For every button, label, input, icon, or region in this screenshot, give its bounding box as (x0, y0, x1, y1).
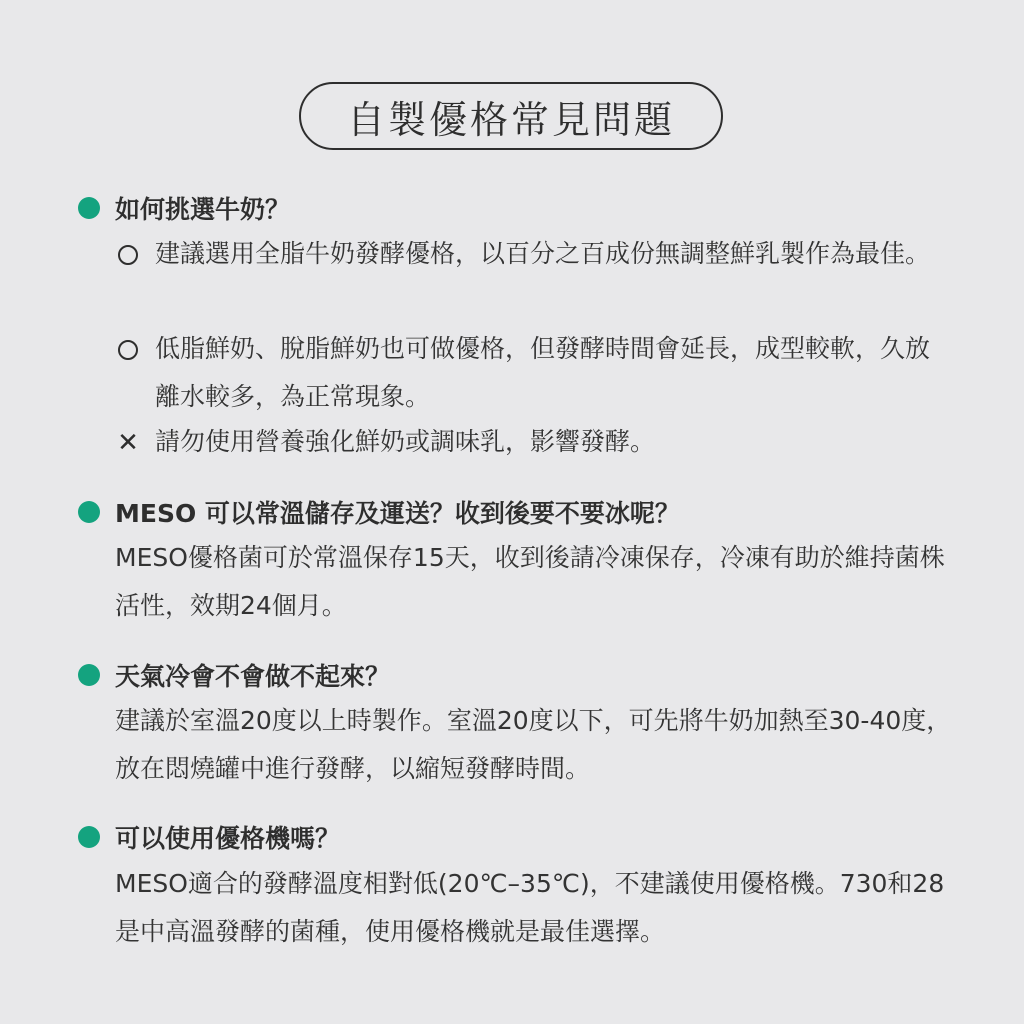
question-text: 天氣冷會不會做不起來？ (115, 662, 391, 691)
faq-question-storage (78, 497, 680, 527)
answer-text: 建議於室溫20度以上時製作。室溫20度以下，可先將牛奶加熱至30-40度，放在悶燒罐中進行發酵，以縮短發酵時間。 (115, 706, 952, 783)
circle-icon (115, 337, 141, 363)
green-dot-icon (78, 197, 100, 219)
page-title: 自製優格常見問題 (299, 82, 723, 150)
green-dot-icon (78, 664, 100, 686)
bullet-text: 低脂鮮奶、脫脂鮮奶也可做優格，但發酵時間會延長，成型較軟，久放離水較多，為正常現象。 (155, 334, 931, 411)
answer-text: MESO優格菌可於常溫保存15天，收到後請冷凍保存，冷凍有助於維持菌株活性，效期24個月。 (115, 543, 945, 620)
list-item (115, 418, 945, 466)
green-dot-icon (78, 826, 100, 848)
list-item (115, 230, 945, 278)
cross-icon: ✕ (117, 428, 139, 458)
question-text: 可以使用優格機嗎？ (115, 824, 341, 853)
list-item (115, 325, 945, 421)
circle-icon (115, 242, 141, 268)
faq-question-yogurt-machine (78, 822, 340, 852)
bullet-text: 建議選用全脂牛奶發酵優格，以百分之百成份無調整鮮乳製作為最佳。 (155, 239, 931, 268)
answer-text: MESO適合的發酵溫度相對低(20℃–35℃)，不建議使用優格機。730和28是中高溫發酵的菌種，使用優格機就是最佳選擇。 (115, 869, 945, 946)
bullet-text: 請勿使用營養強化鮮奶或調味乳，影響發酵。 (155, 427, 656, 456)
faq-question-cold-weather (78, 660, 390, 690)
green-dot-icon (78, 501, 100, 523)
faq-question-milk (78, 193, 290, 223)
question-text: 如何挑選牛奶？ (115, 195, 291, 224)
question-text: MESO 可以常溫儲存及運送？收到後要不要冰呢？ (115, 499, 680, 528)
